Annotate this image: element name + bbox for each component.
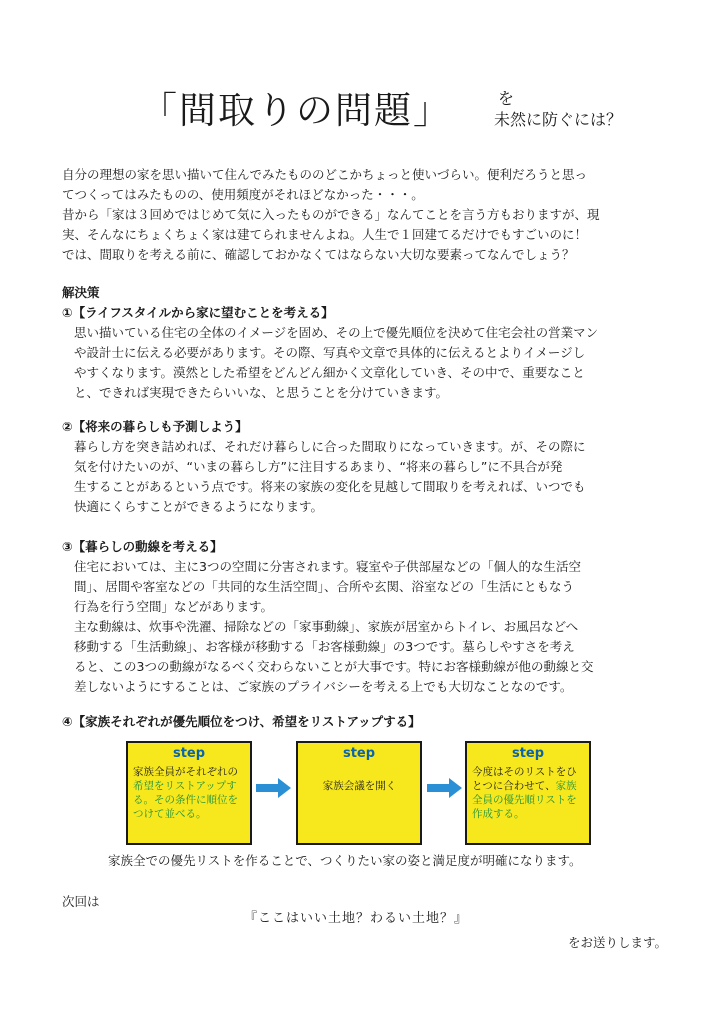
step-summary: 家族全での優先リストを作ることで、つくりたい家の姿と満足度が明確になります。 — [108, 853, 582, 868]
step-text-highlight: 家族全員の優先順リストを作成する。 — [472, 780, 577, 820]
intro-line: では、間取りを考える前に、確認しておかなくてはならない大切な要素ってなんでしょう？ — [62, 247, 575, 262]
step-text: 家族会議を開く — [322, 780, 397, 792]
section-line: 生することがあるという点です。将来の家族の変化を見越して間取りを考えれば、いつでも — [74, 479, 586, 494]
right-arrow-icon — [427, 777, 463, 799]
section-line: ると、この3つの動線がなるべく交わらないことが大事です。特にお客様動線が他の動線と交 — [74, 659, 594, 674]
section-line: 主な動線は、炊事や洗濯、掃除などの「家事動線」、家族が居室からトイレ、お風呂などへ — [74, 619, 579, 634]
step-text-highlight: 希望をリストアップする。その条件に順位をつけて並べる。 — [133, 780, 238, 820]
step-text — [128, 761, 250, 821]
section-body — [62, 557, 593, 697]
intro-line: 実、そんなにちょくちょく家は建てられませんよね。人生で１回建てるだけでもすごいのに！ — [62, 227, 588, 242]
step-box-1 — [126, 741, 252, 845]
page-title: 「間取りの問題」 — [140, 89, 452, 132]
solution-heading: 解決策 — [62, 285, 100, 300]
step-text-plain: 家族全員がそれぞれの — [133, 766, 238, 778]
next-intro: 次回は — [62, 894, 100, 909]
section-title: ①【ライフスタイルから家に望むことを考える】 — [62, 305, 334, 320]
section-line: や設計士に伝える必要があります。その際、写真や文章で具体的に伝えるとよりイメージし — [74, 345, 586, 360]
step-box-3 — [465, 741, 591, 845]
step-text — [467, 761, 589, 821]
intro-line: 昔から「家は３回めではじめて気に入ったものができる」なんてことを言う方もおりますが、現 — [62, 207, 600, 222]
step-label: step — [511, 746, 545, 761]
next-closing: をお送りします。 — [568, 935, 668, 950]
subtitle-line-2: 未然に防ぐには？ — [494, 110, 623, 129]
section-line: 気を付けたいのが、“いまの暮らし方”に注目するあまり、“将来の暮らし”に不具合が発 — [74, 459, 563, 474]
section-line: 差しないようにすることは、ご家族のプライバシーを考える上でも大切なことなのです。 — [74, 679, 573, 694]
step-box-2 — [296, 741, 422, 845]
section-line: 間」、居間や客室などの「共同的な生活空間」、合所や玄関、浴室などの「生活にともなう — [74, 579, 575, 594]
section-line: と、できれば実現できたらいいな、と思うことを分けていきます。 — [74, 385, 449, 400]
section-2 — [62, 417, 586, 517]
right-arrow-icon — [256, 777, 292, 799]
intro-line: 自分の理想の家を思い描いて住んでみたもののどこかちょっと使いづらい。便利だろうと思っ — [62, 167, 588, 182]
section-body — [62, 437, 586, 517]
section-4 — [62, 712, 421, 732]
section-line: 移動する「生活動線」、お客様が移動する「お客様動線」の3つです。墓らしやすさを考え — [74, 639, 575, 654]
section-3 — [62, 537, 593, 697]
step-label: step — [172, 746, 206, 761]
section-line: 思い描いている住宅の全体のイメージを固め、その上で優先順位を決めて住宅会社の営業マン — [74, 325, 599, 340]
subtitle-line-1: を — [498, 89, 515, 108]
page-subtitle — [494, 88, 622, 130]
section-title: ②【将来の暮らしも予測しよう】 — [62, 419, 248, 434]
intro-line: てつくってはみたものの、使用頻度がそれほどなかった・・・。 — [62, 187, 424, 202]
section-body — [62, 323, 598, 403]
section-1 — [62, 303, 598, 403]
step-text-plain: 今度はそのリストをひとつに合わせて、 — [472, 766, 577, 792]
intro-paragraph — [62, 165, 600, 265]
section-title: ③【暮らしの動線を考える】 — [62, 539, 223, 554]
section-title: ④【家族それぞれが優先順位をつけ、希望をリストアップする】 — [62, 714, 421, 729]
section-line: 暮らし方を突き詰めれば、それだけ暮らしに合った間取りになっていきます。が、その際に — [74, 439, 586, 454]
section-line: 快適にくらすことができるようになります。 — [74, 499, 324, 514]
section-line: 住宅においては、主に3つの空間に分害されます。寝室や子供部屋などの「個人的な生活空 — [74, 559, 581, 574]
step-label: step — [342, 746, 376, 761]
section-line: やすくなります。漠然とした希望をどんどん細かく文章化していき、その中で、重要なこと — [74, 365, 585, 380]
next-topic: 『ここはいい土地？わるい土地？』 — [244, 911, 469, 926]
step-flow — [126, 741, 596, 845]
section-line: 行為を行う空間」などがあります。 — [74, 599, 274, 614]
